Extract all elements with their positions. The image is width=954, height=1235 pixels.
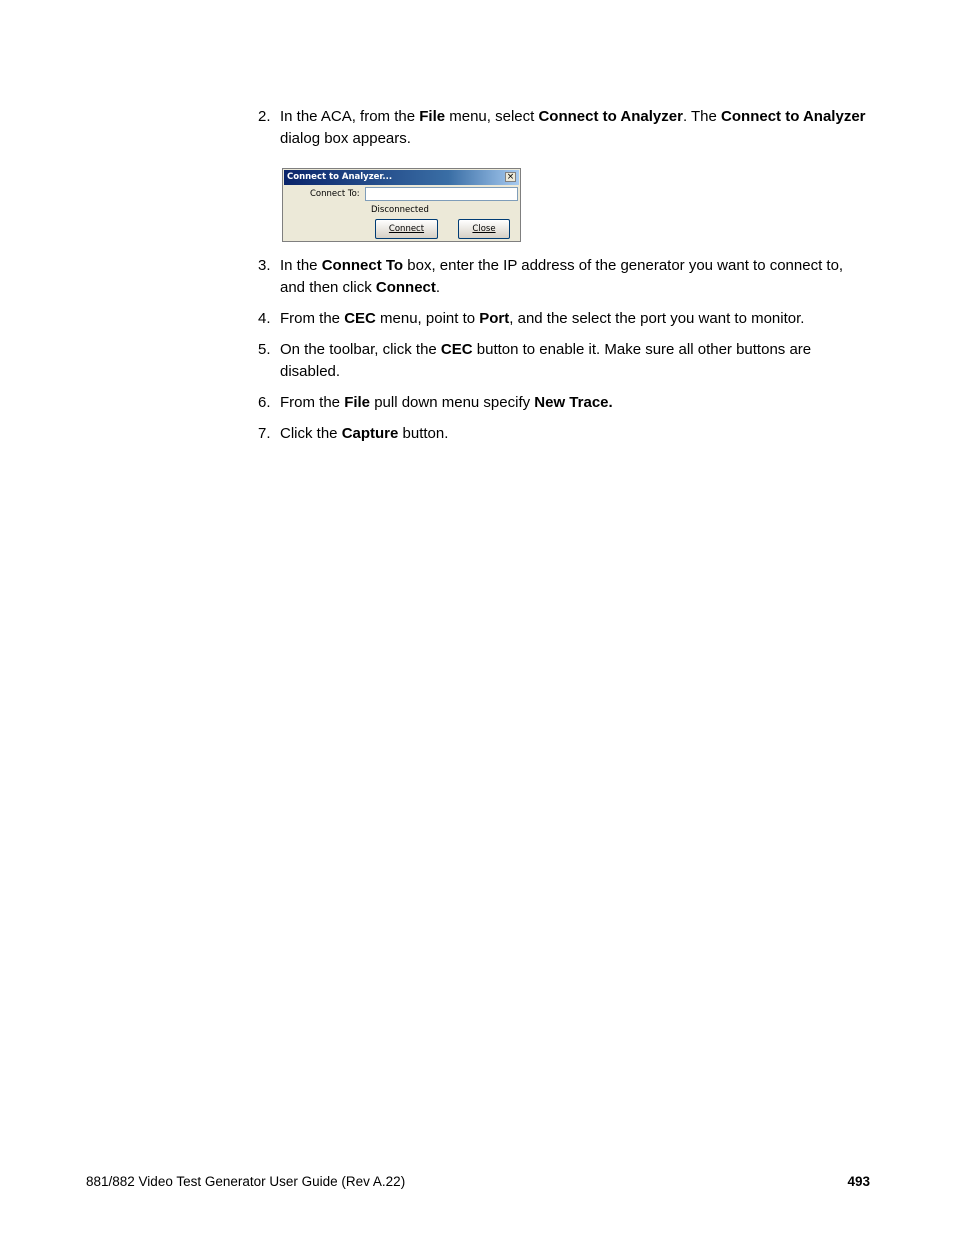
step-emphasis: Connect To bbox=[321, 257, 404, 274]
step-text-run: . The bbox=[682, 108, 722, 125]
step-text-run: On the toolbar, click the bbox=[280, 341, 441, 358]
step-text-run: From the bbox=[280, 310, 345, 327]
step-emphasis: File bbox=[419, 108, 446, 125]
step-text bbox=[280, 339, 870, 383]
close-button-label: Close bbox=[472, 224, 496, 234]
step-text bbox=[280, 392, 870, 414]
step-text bbox=[280, 308, 870, 330]
step-text bbox=[280, 106, 870, 150]
step-number: 3. bbox=[258, 257, 271, 274]
step-emphasis: CEC bbox=[344, 310, 376, 327]
connect-to-label: Connect To: bbox=[310, 189, 360, 199]
close-icon[interactable]: × bbox=[506, 172, 515, 182]
step-text-run: dialog box appears. bbox=[280, 130, 411, 147]
step-text-run: pull down menu specify bbox=[370, 394, 535, 411]
step-text-run: In the ACA, from the bbox=[280, 108, 420, 125]
step-number: 7. bbox=[258, 425, 271, 442]
step-emphasis: Capture bbox=[341, 425, 399, 442]
step-text-run: , and the select the port you want to monitor. bbox=[509, 310, 805, 327]
step-text-run: . bbox=[435, 279, 441, 296]
step-number: 5. bbox=[258, 341, 271, 358]
step-text-run: button to enable it. Make sure all other buttons are disabled. bbox=[280, 341, 812, 380]
page-footer bbox=[86, 1173, 870, 1191]
step-emphasis: Port bbox=[479, 310, 510, 327]
step-number: 2. bbox=[258, 108, 271, 125]
step-text-run: menu, select bbox=[445, 108, 539, 125]
step-text-run: Click the bbox=[280, 425, 342, 442]
connect-to-analyzer-dialog bbox=[282, 168, 521, 242]
connect-button[interactable] bbox=[375, 219, 438, 239]
step-emphasis: Connect bbox=[375, 279, 436, 296]
step-text-run: menu, point to bbox=[375, 310, 480, 327]
document-title: 881/882 Video Test Generator User Guide (Rev A.22) bbox=[86, 1174, 406, 1189]
step-emphasis: File bbox=[344, 394, 371, 411]
dialog-title: Connect to Analyzer... bbox=[287, 172, 393, 182]
step-emphasis: CEC bbox=[440, 341, 473, 358]
page-number: 493 bbox=[847, 1174, 870, 1189]
step-text-run: From the bbox=[280, 394, 345, 411]
step-text-run: button. bbox=[398, 425, 449, 442]
dialog-titlebar bbox=[284, 170, 519, 185]
step-text-run: In the bbox=[280, 257, 322, 274]
step-emphasis: New Trace. bbox=[534, 394, 613, 411]
step-number: 4. bbox=[258, 310, 271, 327]
step-emphasis: Connect to Analyzer bbox=[721, 108, 866, 125]
step-number: 6. bbox=[258, 394, 271, 411]
step-text-run: box, enter the IP address of the generator you want to connect to, and then click bbox=[280, 257, 844, 296]
connection-status: Disconnected bbox=[371, 205, 429, 215]
step-text bbox=[280, 255, 870, 299]
connect-button-label: Connect bbox=[388, 224, 425, 234]
connect-to-input[interactable] bbox=[365, 187, 518, 201]
close-button[interactable] bbox=[458, 219, 510, 239]
step-text bbox=[280, 423, 870, 445]
step-emphasis: Connect to Analyzer bbox=[538, 108, 683, 125]
